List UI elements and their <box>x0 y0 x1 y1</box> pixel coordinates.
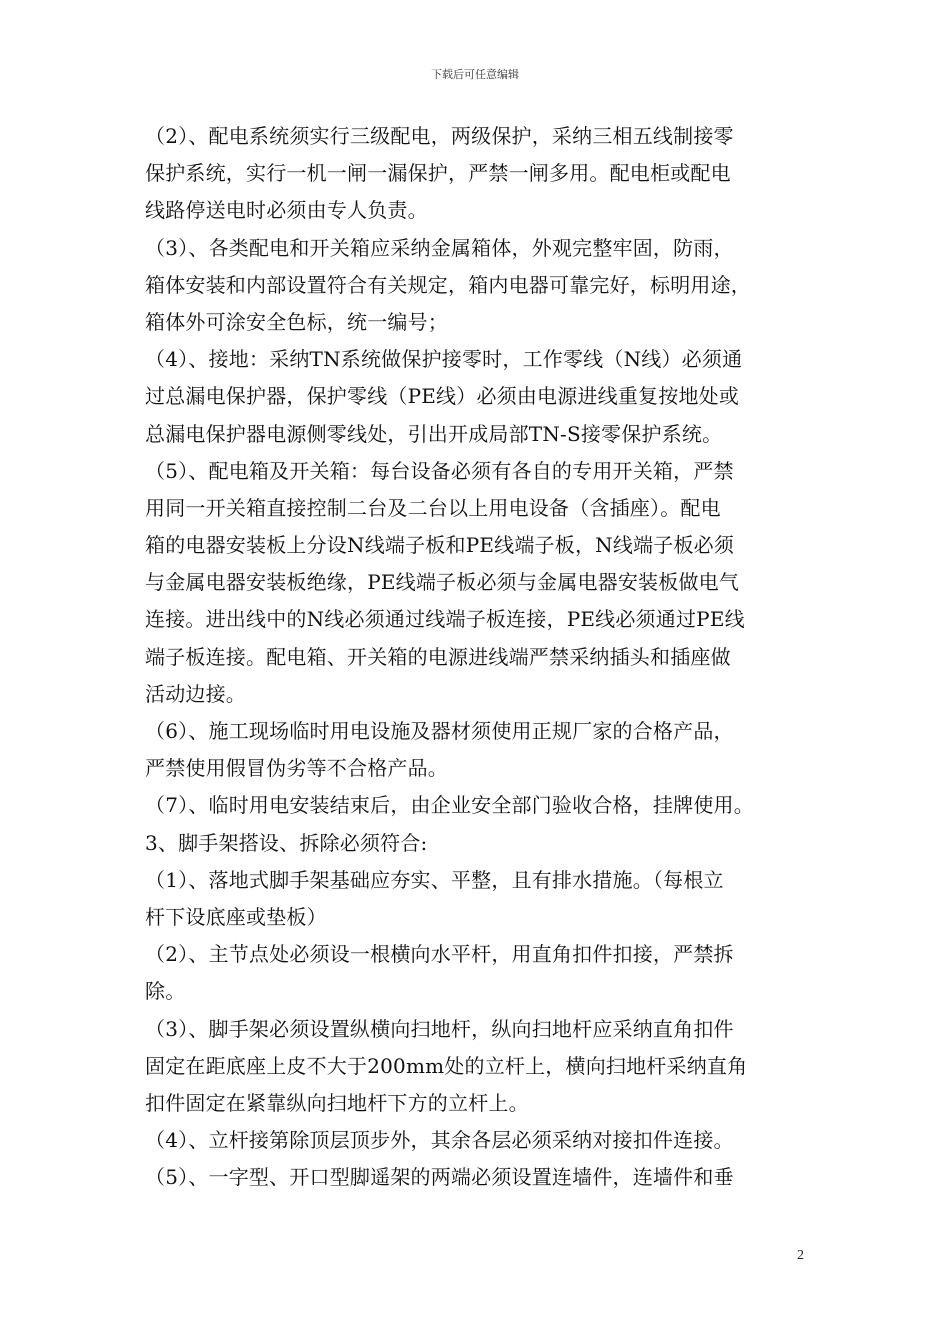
text-line: 扣件固定在紧靠纵向扫地杆下方的立杆上。 <box>145 1090 529 1115</box>
text-line: 杆下设底座或垫板） <box>145 904 327 929</box>
text-line: 除。 <box>145 979 186 1004</box>
header-note: 下载后可任意编辑 <box>431 68 519 81</box>
text-line: 总漏电保护器电源侧零线处，引出开成局部TN-S接零保护系统。 <box>145 421 723 446</box>
text-line: （4）、立杆接第除顶层顶步外，其余各层必须采纳对接扣件连接。 <box>145 1128 734 1153</box>
text-line: （2）、主节点处必须设一根横向水平杆，用直角扣件扣接，严禁拆 <box>145 942 734 967</box>
text-line: （3）、各类配电和开关箱应采纳金属箱体，外观完整牢固，防雨， <box>145 235 734 260</box>
text-line: 与金属电器安装板绝缘，PE线端子板必须与金属电器安装板做电气 <box>145 570 740 595</box>
text-line: 箱体安装和内部设置符合有关规定，箱内电器可靠完好，标明用途， <box>145 272 751 297</box>
text-line: （5）、一字型、开口型脚遥架的两端必须设置连墙件，连墙件和垂 <box>145 1165 734 1190</box>
text-line: 保护系统，实行一机一闸一漏保护，严禁一闸多用。配电柜或配电 <box>145 161 731 186</box>
text-line: （5）、配电箱及开关箱：每台设备必须有各自的专用开关箱，严禁 <box>145 458 734 483</box>
text-line: 箱体外可涂安全色标，统一编号； <box>145 309 448 334</box>
text-line: （7）、临时用电安装结束后，由企业安全部门验收合格，挂牌使用。 <box>145 793 754 818</box>
text-line: 线路停送电时必须由专人负责。 <box>145 198 428 223</box>
text-line: （1）、落地式脚手架基础应夯实、平整，且有排水措施。（每根立 <box>145 867 724 892</box>
page-number: 2 <box>797 1248 804 1263</box>
text-line: 过总漏电保护器，保护零线（PE线）必须由电源进线重复按地处或 <box>145 384 740 409</box>
text-line: （4）、接地：采纳TN系统做保护接零时，工作零线（N线）必须通 <box>145 347 743 372</box>
text-line: 固定在距底座上皮不大于200mm处的立杆上，横向扫地杆采纳直角 <box>145 1053 748 1078</box>
text-line: 连接。进出线中的N线必须通过线端子板连接，PE线必须通过PE线 <box>145 607 745 632</box>
document-body <box>145 118 815 1196</box>
text-line: 用同一开关箱直接控制二台及二台以上用电设备（含插座）。配电 <box>145 495 721 520</box>
text-line: 严禁使用假冒伪劣等不合格产品。 <box>145 756 448 781</box>
text-line: 活动边接。 <box>145 681 246 706</box>
text-line: 箱的电器安装板上分设N线端子板和PE线端子板，N线端子板必须 <box>145 533 735 558</box>
text-line: 3、脚手架搭设、拆除必须符合: <box>145 830 428 855</box>
text-line: 端子板连接。配电箱、开关箱的电源进线端严禁采纳插头和插座做 <box>145 644 731 669</box>
text-line: （2）、配电系统须实行三级配电，两级保护，采纳三相五线制接零 <box>145 124 734 148</box>
text-line: （3）、脚手架必须设置纵横向扫地杆，纵向扫地杆应采纳直角扣件 <box>145 1016 734 1041</box>
text-line: （6）、施工现场临时用电设施及器材须使用正规厂家的合格产品， <box>145 719 734 743</box>
